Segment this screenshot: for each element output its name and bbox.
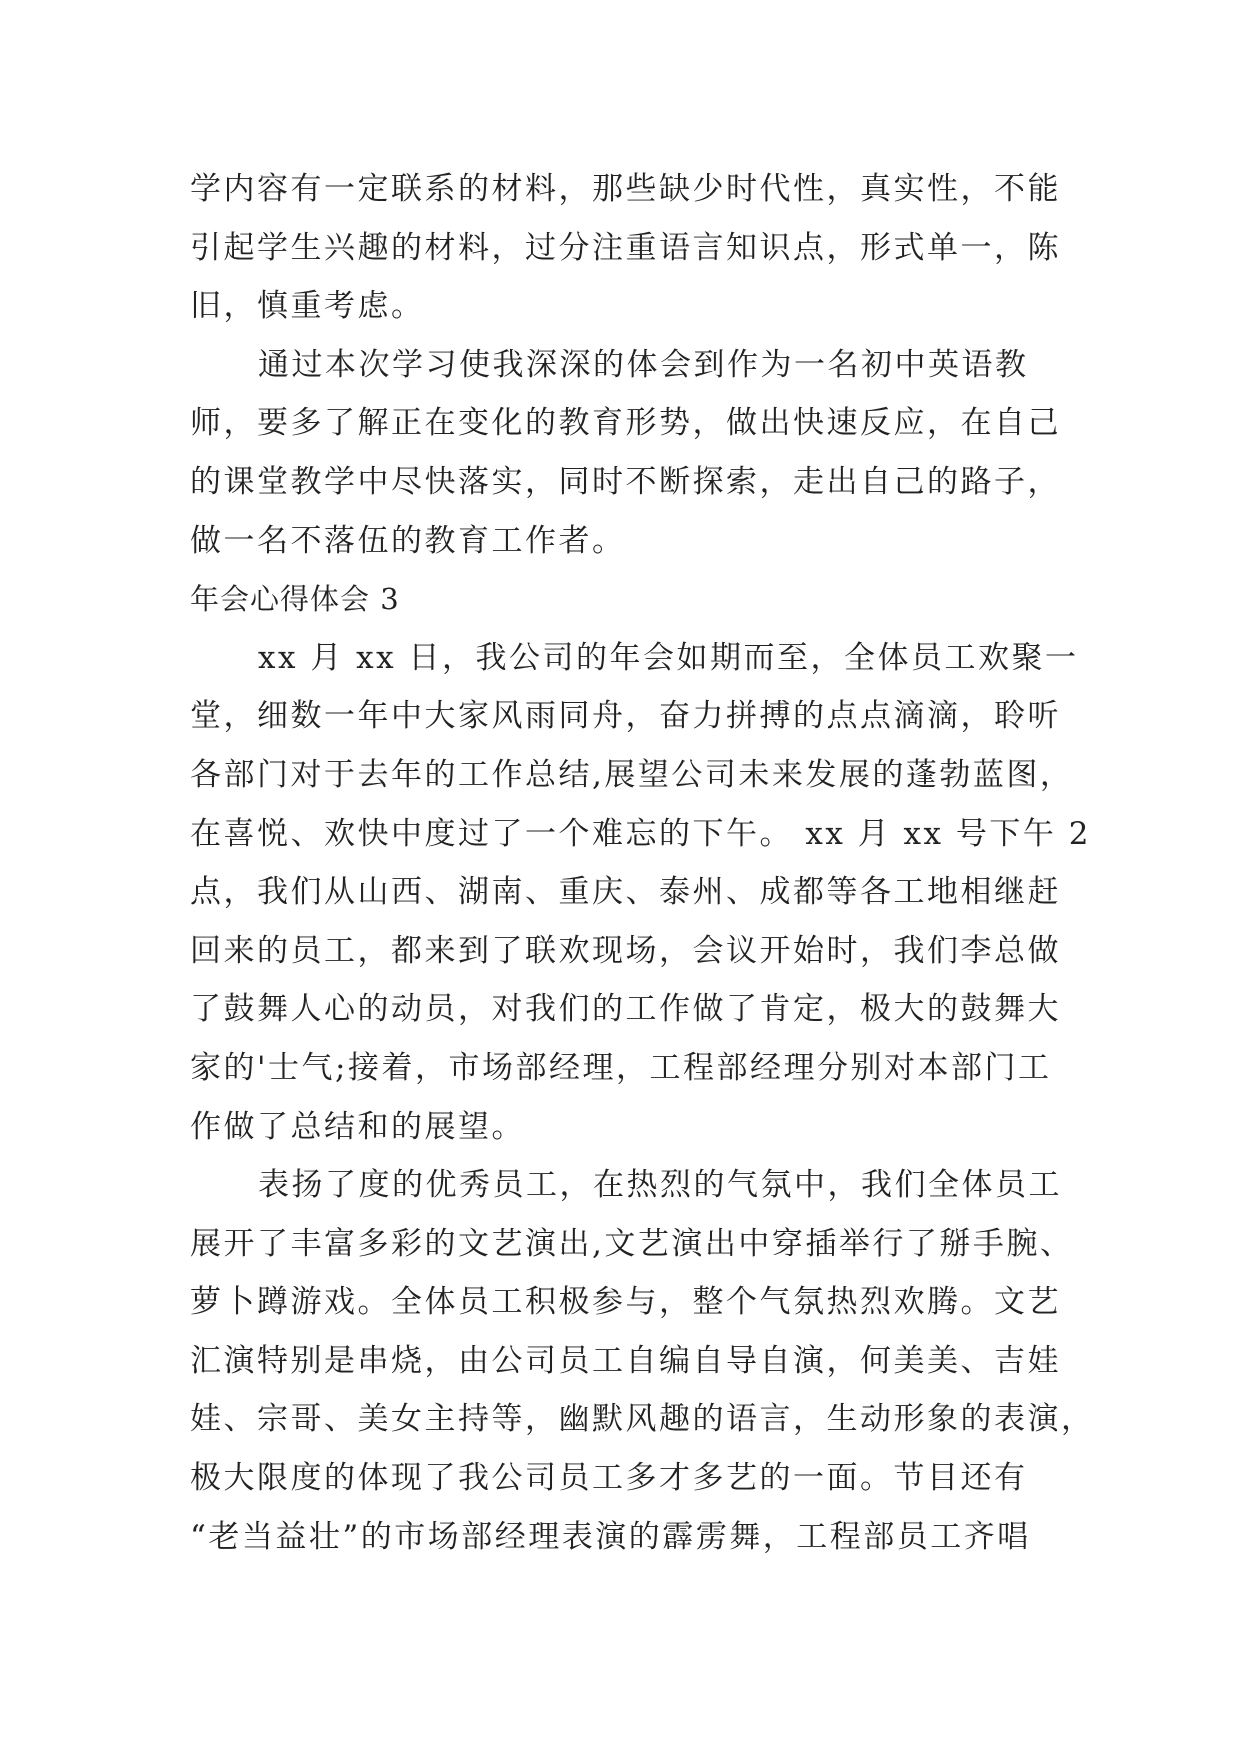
text-line: 回来的员工，都来到了联欢现场，会议开始时，我们李总做 <box>190 932 1061 969</box>
text-line: 引起学生兴趣的材料，过分注重语言知识点，形式单一，陈 <box>190 229 1061 266</box>
text-line: 点，我们从山西、湖南、重庆、泰州、成都等各工地相继赶 <box>190 874 1061 911</box>
paragraph-continuation <box>190 160 1065 336</box>
document-body <box>190 160 1095 1566</box>
text-line: 了鼓舞人心的动员，对我们的工作做了肯定，极大的鼓舞大 <box>190 991 1061 1028</box>
text-line: 在喜悦、欢快中度过了一个难忘的下午。 xx 月 xx 号下午 2 <box>190 815 1091 852</box>
text-line: 作做了总结和的展望。 <box>190 1108 525 1145</box>
text-line: 表扬了度的优秀员工，在热烈的气氛中，我们全体员工 <box>258 1167 1062 1204</box>
text-line: xx 月 xx 日，我公司的年会如期而至，全体员工欢聚一 <box>258 639 1079 676</box>
text-line: 极大限度的体现了我公司员工多才多艺的一面。节目还有 <box>190 1460 1028 1497</box>
paragraph-annual-meeting <box>190 629 1091 1156</box>
text-line: 娃、宗哥、美女主持等，幽默风趣的语言，生动形象的表演， <box>190 1401 1095 1438</box>
paragraph-performances <box>190 1156 1095 1566</box>
text-line: 堂，细数一年中大家风雨同舟，奋力拼搏的点点滴滴，聆听 <box>190 698 1061 735</box>
paragraph-reflection <box>190 336 1065 570</box>
text-line: 做一名不落伍的教育工作者。 <box>190 522 626 559</box>
text-line: 通过本次学习使我深深的体会到作为一名初中英语教 <box>258 346 1029 383</box>
text-line: 的课堂教学中尽快落实，同时不断探索，走出自己的路子， <box>190 463 1061 500</box>
text-line: 萝卜蹲游戏。全体员工积极参与，整个气氛热烈欢腾。文艺 <box>190 1284 1061 1321</box>
text-line: 各部门对于去年的工作总结,展望公司未来发展的蓬勃蓝图， <box>190 756 1074 793</box>
text-line: 家的'士气;接着，市场部经理，工程部经理分别对本部门工 <box>190 1049 1052 1086</box>
section-title: 年会心得体会 3 <box>190 582 400 617</box>
text-line: 旧，慎重考虑。 <box>190 288 425 325</box>
text-line: 师，要多了解正在变化的教育形势，做出快速反应，在自己 <box>190 405 1061 442</box>
text-line: 汇演特别是串烧，由公司员工自编自导自演，何美美、吉娃 <box>190 1342 1061 1379</box>
text-line: 学内容有一定联系的材料，那些缺少时代性，真实性，不能 <box>190 171 1061 207</box>
text-line: 展开了丰富多彩的文艺演出,文艺演出中穿插举行了掰手腕、 <box>190 1225 1074 1262</box>
text-line: “老当益壮”的市场部经理表演的霹雳舞，工程部员工齐唱 <box>190 1518 1031 1555</box>
